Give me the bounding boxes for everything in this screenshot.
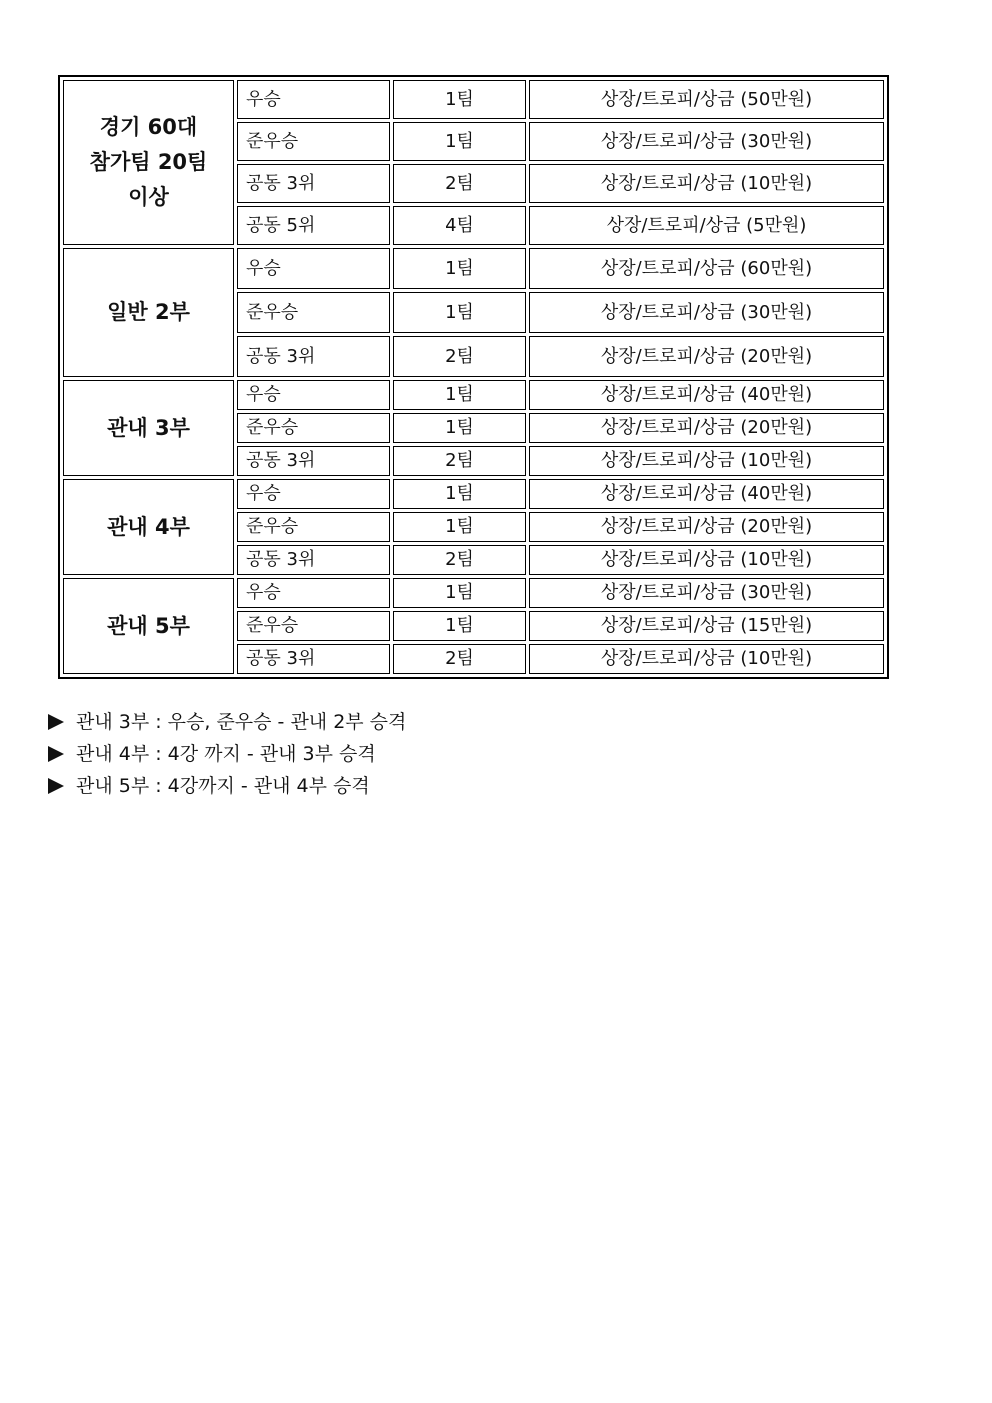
team-count-cell: 1팀 — [393, 292, 526, 333]
award-cell: 상장/트로피/상금 (20만원) — [529, 413, 884, 443]
team-count-cell: 2팀 — [393, 545, 526, 575]
award-cell: 상장/트로피/상금 (10만원) — [529, 545, 884, 575]
note-line — [48, 770, 406, 802]
division-label: 관내 5부 — [107, 613, 190, 638]
team-count-cell: 2팀 — [393, 336, 526, 377]
place-cell: 공동 5위 — [237, 206, 390, 245]
place-cell: 공동 3위 — [237, 446, 390, 476]
award-cell: 상장/트로피/상금 (30만원) — [529, 122, 884, 161]
team-count-cell: 1팀 — [393, 413, 526, 443]
award-cell: 상장/트로피/상금 (20만원) — [529, 336, 884, 377]
arrow-right-icon — [48, 714, 64, 730]
award-cell: 상장/트로피/상금 (40만원) — [529, 479, 884, 509]
place-cell: 우승 — [237, 80, 390, 119]
place-cell: 준우승 — [237, 122, 390, 161]
award-cell: 상장/트로피/상금 (60만원) — [529, 248, 884, 289]
team-count-cell: 1팀 — [393, 80, 526, 119]
team-count-cell: 2팀 — [393, 644, 526, 674]
division-label: 이상 — [128, 185, 169, 209]
award-cell: 상장/트로피/상금 (10만원) — [529, 446, 884, 476]
division-cell — [63, 248, 234, 377]
place-cell: 공동 3위 — [237, 644, 390, 674]
team-count-cell: 2팀 — [393, 446, 526, 476]
award-cell: 상장/트로피/상금 (10만원) — [529, 644, 884, 674]
division-label: 일반 2부 — [107, 300, 190, 324]
award-cell: 상장/트로피/상금 (30만원) — [529, 578, 884, 608]
note-line — [48, 706, 406, 738]
promotion-notes — [48, 706, 406, 802]
award-cell: 상장/트로피/상금 (50만원) — [529, 80, 884, 119]
division-cell — [63, 479, 234, 575]
place-cell: 우승 — [237, 248, 390, 289]
division-label: 관내 4부 — [107, 514, 190, 539]
team-count-cell: 1팀 — [393, 248, 526, 289]
award-cell: 상장/트로피/상금 (15만원) — [529, 611, 884, 641]
place-cell: 준우승 — [237, 292, 390, 333]
division-label: 참가팀 20팀 — [89, 150, 208, 174]
award-cell: 상장/트로피/상금 (10만원) — [529, 164, 884, 203]
division-label: 관내 3부 — [107, 415, 190, 440]
team-count-cell: 1팀 — [393, 479, 526, 509]
place-cell: 우승 — [237, 380, 390, 410]
team-count-cell: 1팀 — [393, 578, 526, 608]
table-row — [63, 380, 884, 410]
table-row — [63, 578, 884, 608]
place-cell: 우승 — [237, 578, 390, 608]
table-row — [63, 80, 884, 119]
team-count-cell: 2팀 — [393, 164, 526, 203]
place-cell: 준우승 — [237, 413, 390, 443]
division-label: 경기 60대 — [99, 115, 198, 139]
division-cell — [63, 380, 234, 476]
place-cell: 준우승 — [237, 611, 390, 641]
place-cell: 우승 — [237, 479, 390, 509]
note-text: 관내 5부 : 4강까지 - 관내 4부 승격 — [76, 775, 370, 797]
place-cell: 준우승 — [237, 512, 390, 542]
award-cell: 상장/트로피/상금 (40만원) — [529, 380, 884, 410]
table-row — [63, 479, 884, 509]
note-text: 관내 4부 : 4강 까지 - 관내 3부 승격 — [76, 743, 376, 765]
division-cell — [63, 578, 234, 674]
team-count-cell: 1팀 — [393, 512, 526, 542]
team-count-cell: 1팀 — [393, 122, 526, 161]
team-count-cell: 1팀 — [393, 380, 526, 410]
place-cell: 공동 3위 — [237, 545, 390, 575]
note-text: 관내 3부 : 우승, 준우승 - 관내 2부 승격 — [76, 711, 407, 733]
team-count-cell: 4팀 — [393, 206, 526, 245]
arrow-right-icon — [48, 746, 64, 762]
division-cell — [63, 80, 234, 245]
table-row — [63, 248, 884, 289]
note-line — [48, 738, 406, 770]
place-cell: 공동 3위 — [237, 336, 390, 377]
arrow-right-icon — [48, 778, 64, 794]
prize-table — [58, 75, 889, 679]
team-count-cell: 1팀 — [393, 611, 526, 641]
award-cell: 상장/트로피/상금 (5만원) — [529, 206, 884, 245]
place-cell: 공동 3위 — [237, 164, 390, 203]
award-cell: 상장/트로피/상금 (30만원) — [529, 292, 884, 333]
award-cell: 상장/트로피/상금 (20만원) — [529, 512, 884, 542]
